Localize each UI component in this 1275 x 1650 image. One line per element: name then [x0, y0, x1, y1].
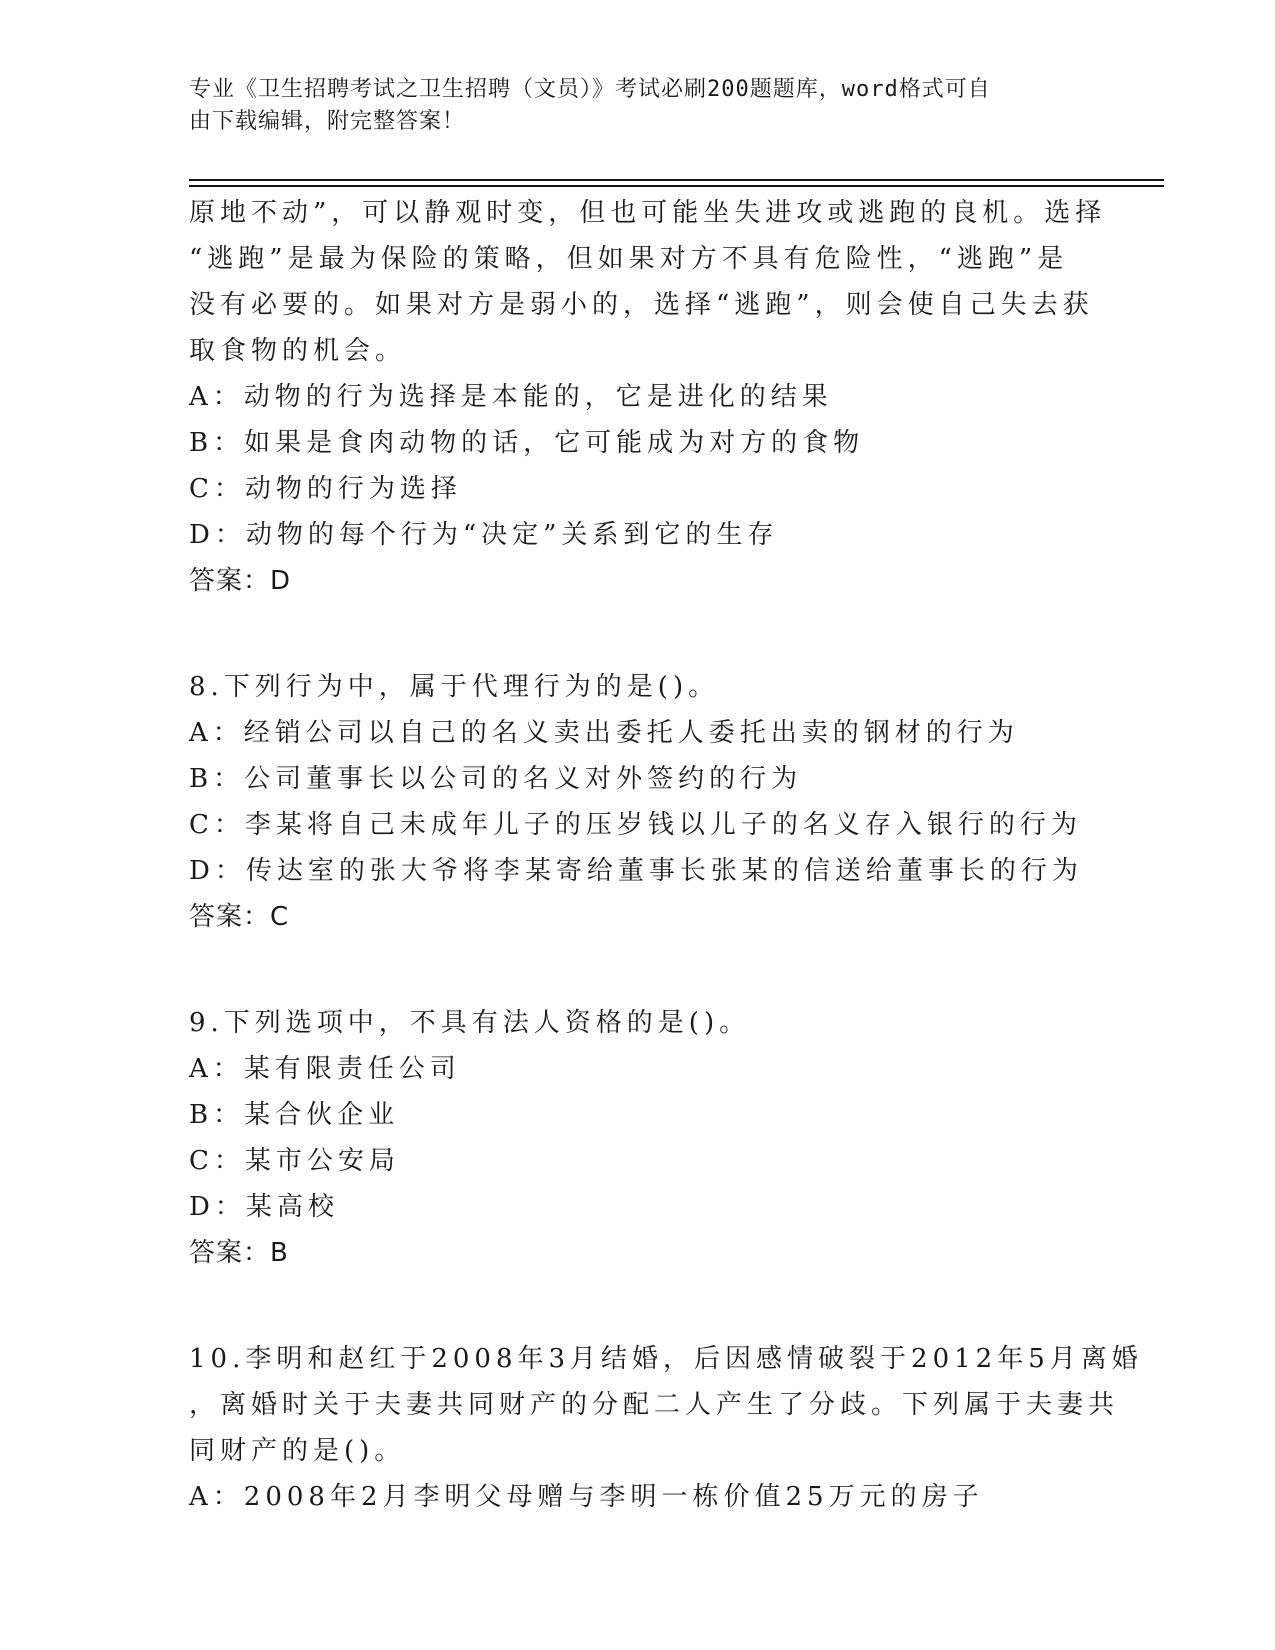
option-c: C：某市公安局 [189, 1146, 400, 1176]
question-spacer [189, 604, 1089, 664]
option-d: D：动物的每个行为“决定”关系到它的生存 [189, 520, 779, 550]
option-a: A：2008年2月李明父母赠与李明一栋价值25万元的房子 [189, 1482, 984, 1512]
document-body [189, 190, 1143, 1520]
question-stem-line: 同财产的是()。 [189, 1436, 406, 1466]
question-stem-line: 8.下列行为中，属于代理行为的是()。 [189, 672, 720, 702]
option-c: C：李某将自己未成年儿子的压岁钱以儿子的名义存入银行的行为 [189, 810, 1082, 840]
page-header [189, 74, 1079, 138]
question-spacer [189, 940, 1089, 1000]
option-d: D：某高校 [189, 1192, 339, 1222]
option-b: B：某合伙企业 [189, 1100, 400, 1130]
header-title-line-1: 专业《卫生招聘考试之卫生招聘（文员）》考试必刷200题题库，word格式可自 [189, 77, 991, 102]
answer-line: 答案：B [189, 1238, 289, 1268]
option-a: A：某有限责任公司 [189, 1054, 461, 1084]
question-stem-line: 9.下列选项中，不具有法人资格的是()。 [189, 1008, 751, 1038]
option-c: C：动物的行为选择 [189, 474, 462, 504]
question-stem-line: ，离婚时关于夫妻共同财产的分配二人产生了分歧。下列属于夫妻共 [189, 1390, 1120, 1420]
option-d: D：传达室的张大爷将李某寄给董事长张某的信送给董事长的行为 [189, 856, 1083, 886]
header-title-line-2: 由下载编辑，附完整答案！ [189, 109, 466, 134]
question-9 [189, 1000, 1089, 1276]
question-stem-line: 取食物的机会。 [189, 336, 407, 366]
option-b: B：公司董事长以公司的名义对外签约的行为 [189, 764, 803, 794]
question-spacer [189, 1276, 1089, 1336]
question-7 [189, 190, 1107, 604]
option-a: A：动物的行为选择是本能的，它是进化的结果 [189, 382, 833, 412]
answer-line: 答案：C [189, 902, 290, 932]
header-rule-bottom [189, 185, 1164, 187]
question-10 [189, 1336, 1143, 1520]
option-a: A：经销公司以自己的名义卖出委托人委托出卖的钢材的行为 [189, 718, 1019, 748]
question-8 [189, 664, 1089, 940]
option-b: B：如果是食肉动物的话，它可能成为对方的食物 [189, 428, 865, 458]
answer-line: 答案：D [189, 566, 292, 596]
question-stem-line: 原地不动”，可以静观时变，但也可能坐失进攻或逃跑的良机。选择 [189, 198, 1107, 228]
question-stem-line: 10.李明和赵红于2008年3月结婚，后因感情破裂于2012年5月离婚 [189, 1344, 1143, 1374]
header-rule-top [189, 179, 1164, 181]
question-stem-line: 没有必要的。如果对方是弱小的，选择“逃跑”，则会使自己失去获 [189, 290, 1094, 320]
question-stem-line: “逃跑”是最为保险的策略，但如果对方不具有危险性，“逃跑”是 [189, 244, 1069, 274]
